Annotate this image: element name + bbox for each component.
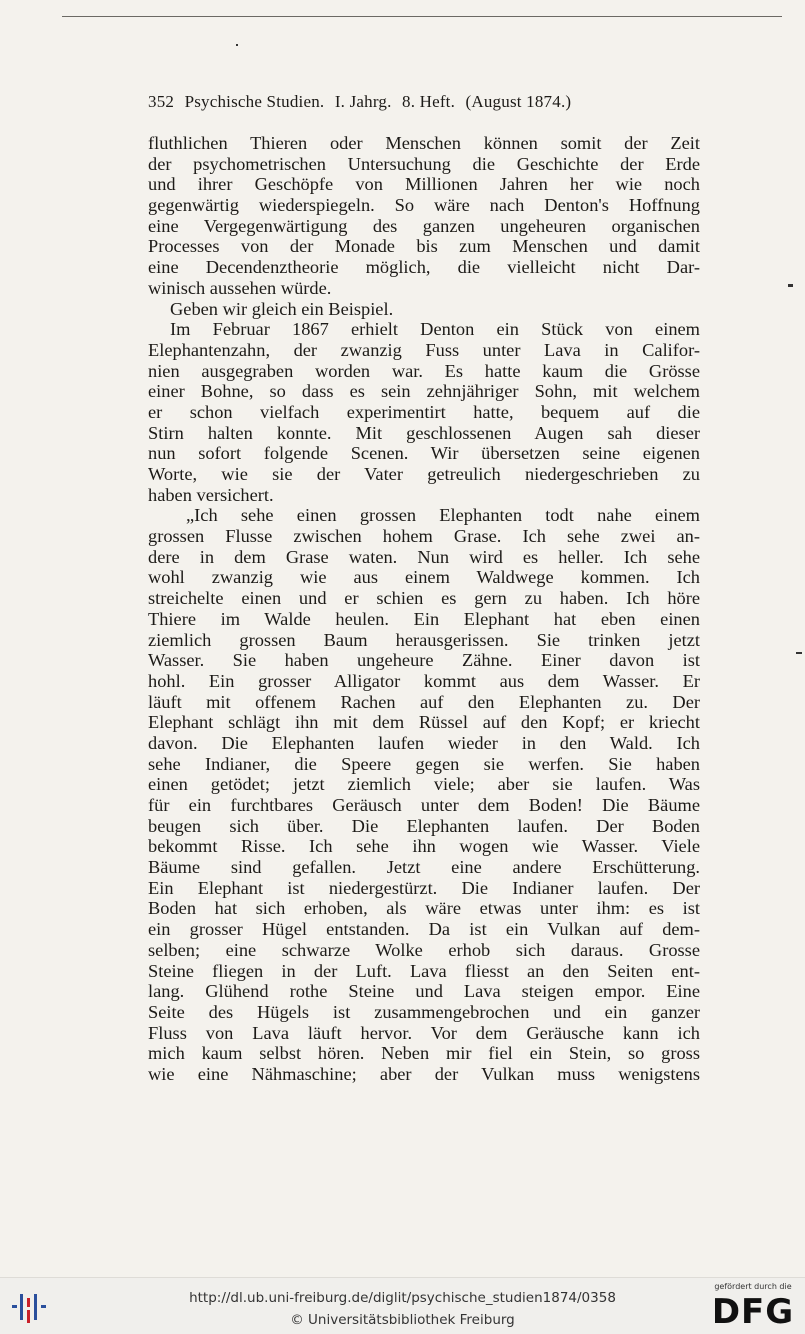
page-number: 352 [148, 92, 175, 111]
text-line: wohl zwanzig wie aus einem Waldwege kommen. Ich [148, 567, 700, 588]
text-line: Elephant schlägt ihn mit dem Rüssel auf den Kopf; er kriecht [148, 712, 700, 733]
text-line: Im Februar 1867 erhielt Denton ein Stück von einem [170, 319, 700, 340]
text-line: Steine fliegen in der Luft. Lava fliesst an den Seiten ent- [148, 960, 700, 981]
text-line: fluthlichen Thieren oder Menschen können somit der Zeit [148, 133, 700, 153]
journal-title: Psychische Studien. [184, 92, 325, 111]
body-text [148, 133, 700, 1085]
text-line: eine Decendenztheorie möglich, die vielleicht nicht Dar- [148, 257, 700, 278]
text-line: Worte, wie sie der Vater getreulich niedergeschrieben zu [148, 464, 700, 484]
text-line: nun sofort folgende Scenen. Wir übersetzen seine eigenen [148, 443, 700, 464]
text-line: Thiere im Walde heulen. Ein Elephant hat eben einen [148, 608, 700, 629]
text-line: wie eine Nähmaschine; aber der Vulkan muss wenigstens [148, 1063, 700, 1084]
text-line: Boden hat sich erhoben, als wäre etwas unter ihm: es ist [148, 898, 700, 919]
text-line: beugen sich über. Die Elephanten laufen. Der Boden [148, 815, 700, 836]
text-line: Stirn halten konnte. Mit geschlossenen Augen sah dieser [148, 422, 700, 443]
text-line: läuft mit offenem Rachen auf den Elephanten zu. Der [148, 691, 700, 712]
text-line: haben versichert. [148, 484, 274, 505]
text-line: mich kaum selbst hören. Neben mir fiel ein Stein, so gross [148, 1043, 700, 1064]
text-line: der psychometrischen Untersuchung die Geschichte der Erde [148, 153, 700, 174]
text-line: eine Vergegenwärtigung des ganzen ungeheuren organischen [148, 215, 700, 236]
issue-date: (August 1874.) [465, 92, 572, 111]
text-line: bekommt Risse. Ich sehe ihn wogen wie Wasser. Viele [148, 836, 700, 857]
text-line: streichelte einen und er schien es gern zu haben. Ich höre [148, 588, 700, 609]
text-line: und ihrer Geschöpfe von Millionen Jahren her wie noch [148, 174, 700, 195]
text-line: sehe Indianer, die Speere gegen sie werfen. Sie haben [148, 753, 700, 774]
text-line: ein grosser Hügel entstanden. Da ist ein Vulkan auf dem- [148, 919, 700, 940]
text-line: dere in dem Grase waten. Nun wird es heller. Ich sehe [148, 546, 700, 567]
dfg-logo-text: DFG [711, 1292, 795, 1332]
text-line: grossen Flusse zwischen hohem Grase. Ich sehe zwei an- [148, 526, 700, 547]
page-top-rule [62, 16, 782, 17]
text-line: Ein Elephant ist niedergestürzt. Die Indianer laufen. Der [148, 877, 700, 898]
text-line: er schon vielfach experimentirt hatte, bequem auf die [148, 401, 700, 422]
text-line: hohl. Ein grosser Alligator kommt aus dem Wasser. Er [148, 670, 700, 691]
text-line: Wasser. Sie haben ungeheure Zähne. Einer davon ist [148, 650, 700, 671]
text-line: Elephantenzahn, der zwanzig Fuss unter Lava in Califor- [148, 339, 700, 360]
viewer-footer [0, 1277, 805, 1334]
text-line: einen getödet; jetzt ziemlich viele; aber sie laufen. Was [148, 774, 700, 795]
dfg-caption: gefördert durch die [714, 1282, 792, 1291]
text-line: einer Bohne, so dass es sein zehnjähriger Sohn, mit welchem [148, 381, 700, 402]
text-line: davon. Die Elephanten laufen wieder in den Wald. Ich [148, 732, 700, 753]
issue-label: 8. Heft. [402, 92, 456, 111]
text-line: Processes von der Monade bis zum Menschen und damit [148, 236, 700, 257]
text-line: Seite des Hügels ist zusammengebrochen und ein ganzer [148, 1001, 700, 1022]
copyright-notice: © Universitätsbibliothek Freiburg [290, 1312, 515, 1328]
text-line: „Ich sehe einen grossen Elephanten todt nahe einem [186, 505, 700, 526]
scan-speck [788, 284, 793, 287]
text-line: Geben wir gleich ein Beispiel. [170, 298, 394, 319]
text-line: winisch aussehen würde. [148, 277, 332, 298]
permalink-url[interactable]: http://dl.ub.uni-freiburg.de/diglit/psychische_studien1874/0358 [189, 1290, 616, 1306]
volume-label: I. Jahrg. [334, 92, 392, 111]
text-line: für ein furchtbares Geräusch unter dem Boden! Die Bäume [148, 795, 700, 815]
text-line: selben; eine schwarze Wolke erhob sich daraus. Grosse [148, 939, 700, 960]
text-line: ziemlich grossen Baum herausgerissen. Sie trinken jetzt [148, 629, 700, 650]
text-line: nien ausgegraben worden war. Es hatte kaum die Grösse [148, 360, 700, 381]
running-header [148, 92, 708, 112]
dfg-logo-icon [706, 1282, 800, 1332]
scan-speck [236, 44, 238, 46]
text-line: Bäume sind gefallen. Jetzt eine andere Erschütterung. [148, 857, 700, 878]
text-line: gegenwärtig wiederspiegeln. So wäre nach Denton's Hoffnung [148, 195, 700, 216]
scan-speck [796, 652, 802, 654]
text-line: Fluss von Lava läuft hervor. Vor dem Geräusche kann ich [148, 1022, 700, 1043]
text-line: lang. Glühend rothe Steine und Lava steigen empor. Eine [148, 981, 700, 1002]
